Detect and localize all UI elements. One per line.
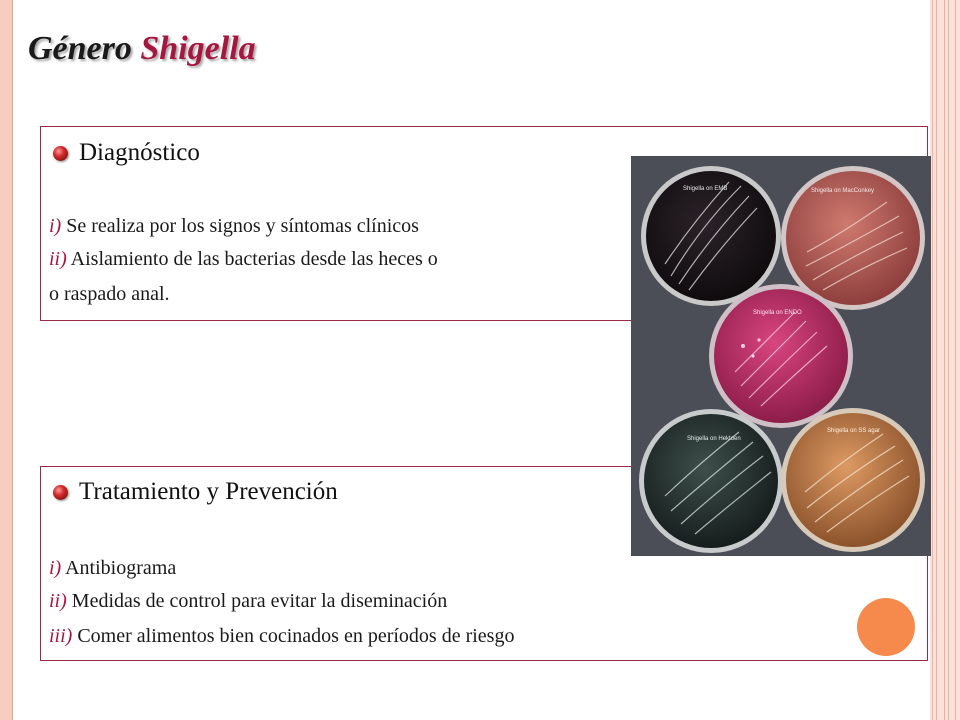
treatment-heading-text: Tratamiento y Prevención — [79, 478, 338, 505]
plate-ss-agar — [781, 408, 925, 552]
treatment-item — [49, 557, 176, 580]
plate-label-macconkey: Shigella on MacConkey — [811, 188, 875, 194]
bullet-icon — [53, 485, 68, 500]
plate-hektoen — [639, 409, 783, 553]
slide-frame-right — [930, 0, 960, 720]
item-number: iii) — [49, 625, 73, 647]
treatment-item — [49, 590, 447, 613]
decorative-orange-dot — [857, 598, 915, 656]
petri-dishes-illustration — [631, 156, 931, 556]
slide-title — [28, 30, 256, 68]
plate-label-ss-agar: Shigella on SS agar — [827, 428, 881, 434]
petri-dishes-photo — [631, 156, 931, 556]
plate-endo — [709, 284, 853, 428]
item-text: o raspado anal. — [49, 283, 170, 305]
plate-label-emb: Shigella on EMB — [683, 186, 728, 192]
diagnosis-item — [49, 283, 170, 306]
bullet-icon — [53, 146, 68, 161]
item-text: Aislamiento de las bacterias desde las heces o — [66, 248, 438, 270]
item-text: Antibiograma — [61, 557, 177, 579]
plate-emb — [641, 166, 781, 306]
slide-frame-left — [0, 0, 12, 720]
diagnosis-heading — [53, 139, 200, 167]
plate-label-hektoen: Shigella on Hektoen — [687, 436, 741, 442]
item-number: ii) — [49, 248, 67, 270]
item-number: i) — [49, 557, 62, 579]
title-word-shigella: Shigella — [140, 30, 256, 67]
item-number: i) — [49, 215, 62, 237]
treatment-item — [49, 625, 514, 648]
item-number: ii) — [49, 590, 67, 612]
item-text: Medidas de control para evitar la diseminación — [66, 590, 448, 612]
item-text: Se realiza por los signos y síntomas clínicos — [61, 215, 419, 237]
diagnosis-item — [49, 215, 419, 238]
treatment-heading — [53, 478, 338, 506]
title-word-genero: Género — [28, 30, 132, 67]
plate-label-endo: Shigella on ENDO — [753, 310, 802, 316]
diagnosis-item — [49, 248, 438, 271]
item-text: Comer alimentos bien cocinados en períodos de riesgo — [72, 625, 515, 647]
diagnosis-heading-text: Diagnóstico — [79, 139, 200, 166]
